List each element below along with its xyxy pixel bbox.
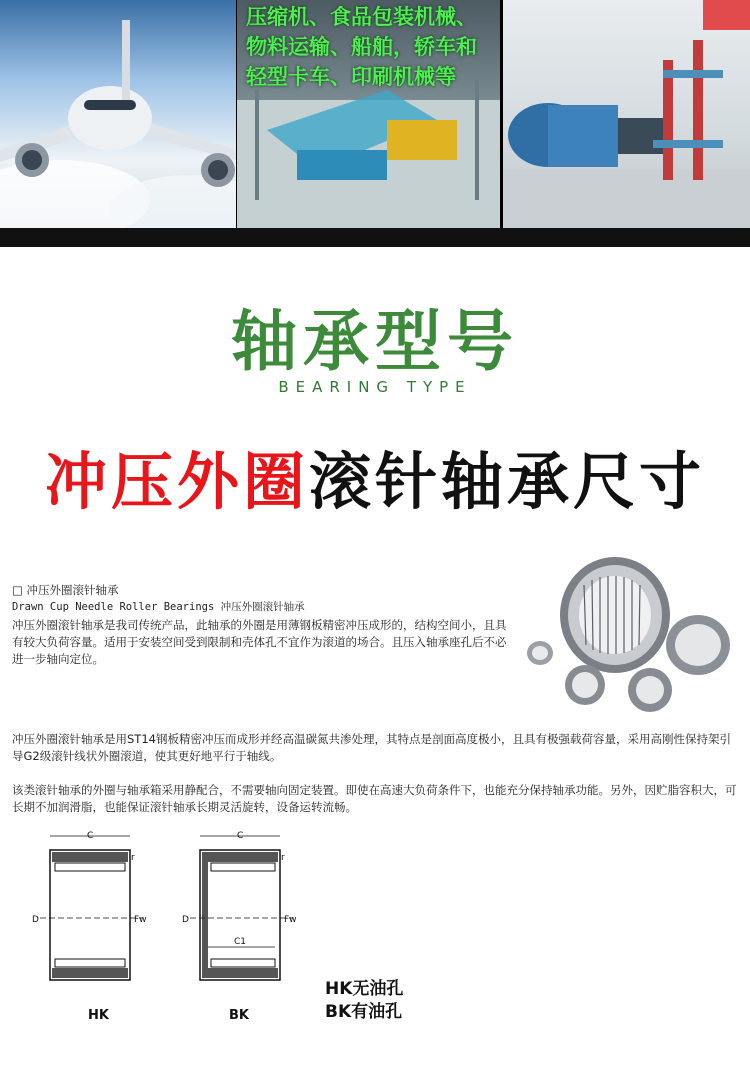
dim-c-label: C (87, 831, 94, 841)
airplane-photo (0, 0, 236, 228)
dim-c-label: C (237, 831, 244, 841)
bk-section-diagram (180, 830, 300, 1030)
hk-diagram-label: HK (88, 1008, 109, 1023)
description-paragraph-2: 冲压外圈滚针轴承是用ST14钢板精密冲压而成形并经高温碳氮共渗处理，其特点是剖面高度极小，且具有极强载荷容量，采用高刚性保持架引导G2级滚针线状外圈滚道，使其更好地平行于轴线。 (12, 732, 731, 763)
dim-d-label: D (182, 915, 189, 925)
section-title-english: BEARING TYPE (278, 378, 472, 396)
needle-bearing-photo (520, 545, 750, 725)
caption-line-2: 物料运输、船舶，轿车和 (246, 35, 477, 59)
oil-hole-legend (325, 978, 403, 1024)
legend-bk: BK有油孔 (325, 1002, 403, 1022)
description-paragraph-1: 冲压外圈滚针轴承是我司传统产品，此轴承的外圈是用薄钢板精密冲压成形的，结构空间小，且具有较大负荷容量。适用于安装空间受到限制和壳体孔不宜作为滚道的场合。且压入轴承座孔后不必进一步轴向定位。 (12, 618, 507, 666)
subtitle-black-part: 滚针轴承尺寸 (309, 445, 706, 518)
dim-c1-label: C1 (234, 937, 247, 947)
strip-bottom-bar (0, 228, 750, 247)
caption-line-3: 轻型卡车、印刷机械等 (246, 65, 456, 89)
dim-d-label: D (32, 915, 39, 925)
legend-hk: HK无油孔 (325, 979, 404, 999)
section-title: 轴承型号 (231, 303, 519, 380)
dim-r-label: r (131, 853, 135, 863)
dim-fw-label: Fw (134, 915, 147, 925)
page-subtitle (0, 432, 750, 521)
motor-pump-photo (503, 0, 750, 228)
bk-diagram-label: BK (229, 1008, 249, 1023)
caption-line-1: 压缩机、食品包装机械、 (246, 5, 477, 29)
dim-fw-label: Fw (284, 915, 297, 925)
description-english-line: Drawn Cup Needle Roller Bearings 冲压外圈滚针轴承 (12, 601, 305, 613)
hk-section-diagram (30, 830, 150, 1030)
description-heading: □ 冲压外圈滚针轴承 (12, 583, 119, 597)
industry-caption (246, 2, 496, 92)
subtitle-red-part: 冲压外圈 (44, 445, 309, 518)
description-paragraph-3: 该类滚针轴承的外圈与轴承箱采用静配合，不需要轴向固定装置。即使在高速大负荷条件下，也能充分保持轴承功能。另外，因贮脂容积大，可长期不加润滑脂，也能保证滚针轴承长期灵活旋转，设备运转流畅。 (12, 783, 737, 814)
top-photo-strip (0, 0, 750, 247)
dim-r-label: r (281, 853, 285, 863)
